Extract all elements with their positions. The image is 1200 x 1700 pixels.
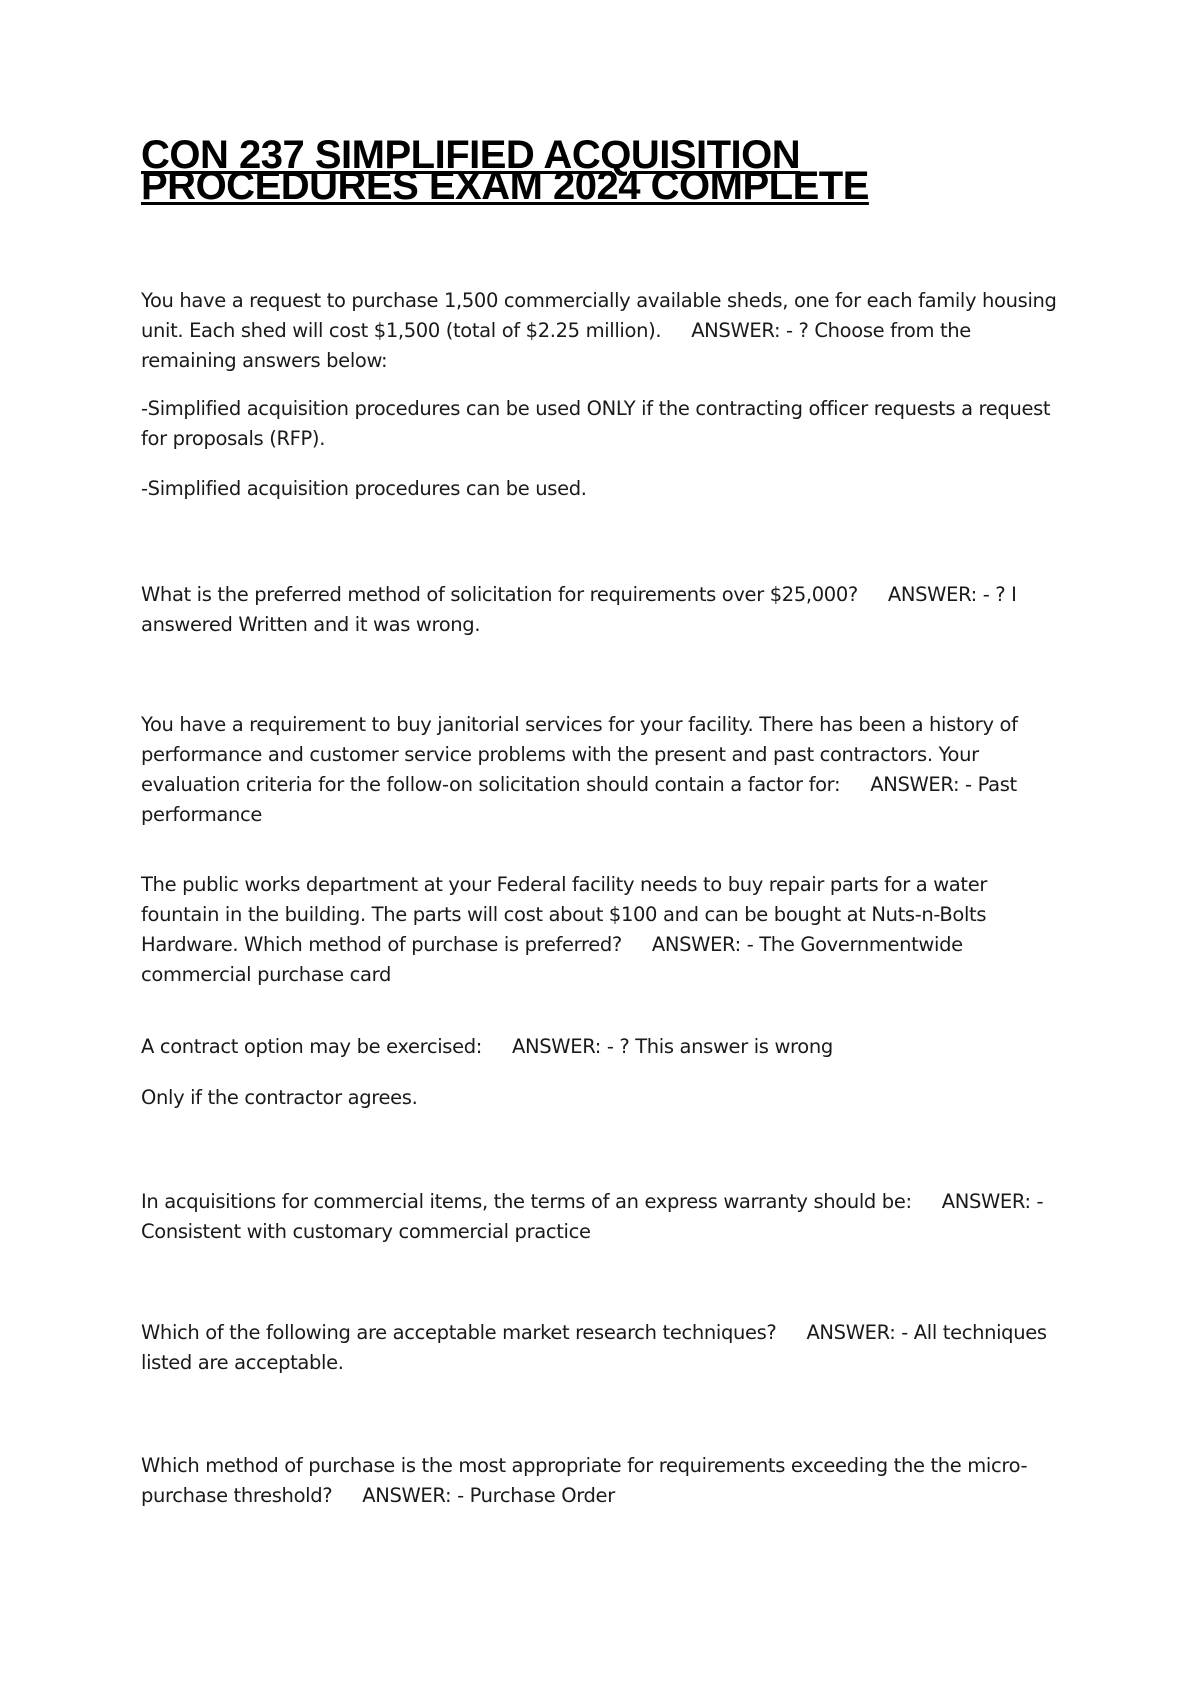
- answer-text: ANSWER: - ? I answered Written and it was wrong.: [141, 583, 1017, 636]
- note-text: -Simplified acquisition procedures can be used.: [141, 477, 587, 500]
- option-note-rfp: [141, 394, 1066, 454]
- question-text: A contract option may be exercised:: [141, 1035, 483, 1058]
- qa-item-5: [141, 1032, 1066, 1062]
- qa-item-3: [141, 710, 1066, 830]
- question-text: The public works department at your Federal facility needs to buy repair parts for a water fountain in the building. The parts will cost about $100 and can be bought at Nuts-n-Bolts Hardware. Which method of purchase is preferred?: [141, 873, 988, 956]
- question-text: You have a request to purchase 1,500 commercially available sheds, one for each family housing unit. Each shed will cost $1,500 (total of $2.25 million).: [141, 289, 1057, 342]
- qa-item-1: [141, 286, 1066, 376]
- answer-text: ANSWER: - ? Choose from the remaining answers below:: [141, 319, 971, 372]
- qa-item-8: [141, 1451, 1066, 1511]
- answer-text: ANSWER: - The Governmentwide commercial purchase card: [141, 933, 963, 986]
- qa-item-4: [141, 870, 1066, 990]
- option-note-sap: [141, 474, 1066, 504]
- question-text: Which of the following are acceptable market research techniques?: [141, 1321, 777, 1344]
- document-title: [141, 133, 1041, 208]
- answer-text: ANSWER: - Consistent with customary commercial practice: [141, 1190, 1044, 1243]
- qa-item-7: [141, 1318, 1066, 1378]
- answer-text: ANSWER: - Purchase Order: [362, 1484, 615, 1507]
- answer-text: ANSWER: - Past performance: [141, 773, 1017, 826]
- answer-text: ANSWER: - All techniques listed are acceptable.: [141, 1321, 1047, 1374]
- qa-item-2: [141, 580, 1066, 640]
- answer-text: ANSWER: - ? This answer is wrong: [512, 1035, 833, 1058]
- document-title-line-2: PROCEDURES EXAM 2024 COMPLETE: [141, 164, 869, 208]
- question-text: In acquisitions for commercial items, the terms of an express warranty should be:: [141, 1190, 912, 1213]
- question-text: Which method of purchase is the most appropriate for requirements exceeding the the micro-purchase threshold?: [141, 1454, 1028, 1507]
- qa-item-6: [141, 1187, 1066, 1247]
- question-text: What is the preferred method of solicitation for requirements over $25,000?: [141, 583, 858, 606]
- option-note-contractor: [141, 1083, 1066, 1113]
- note-text: -Simplified acquisition procedures can be used ONLY if the contracting officer requests a request for proposals (RFP).: [141, 397, 1051, 450]
- question-text: You have a requirement to buy janitorial services for your facility. There has been a history of performance and customer service problems with the present and past contractors. Your evaluation criteria for the follow-on solicitation should contain a factor for:: [141, 713, 1018, 796]
- document-title-line-1: CON 237 SIMPLIFIED ACQUISITION: [141, 133, 801, 177]
- note-text: Only if the contractor agrees.: [141, 1086, 418, 1109]
